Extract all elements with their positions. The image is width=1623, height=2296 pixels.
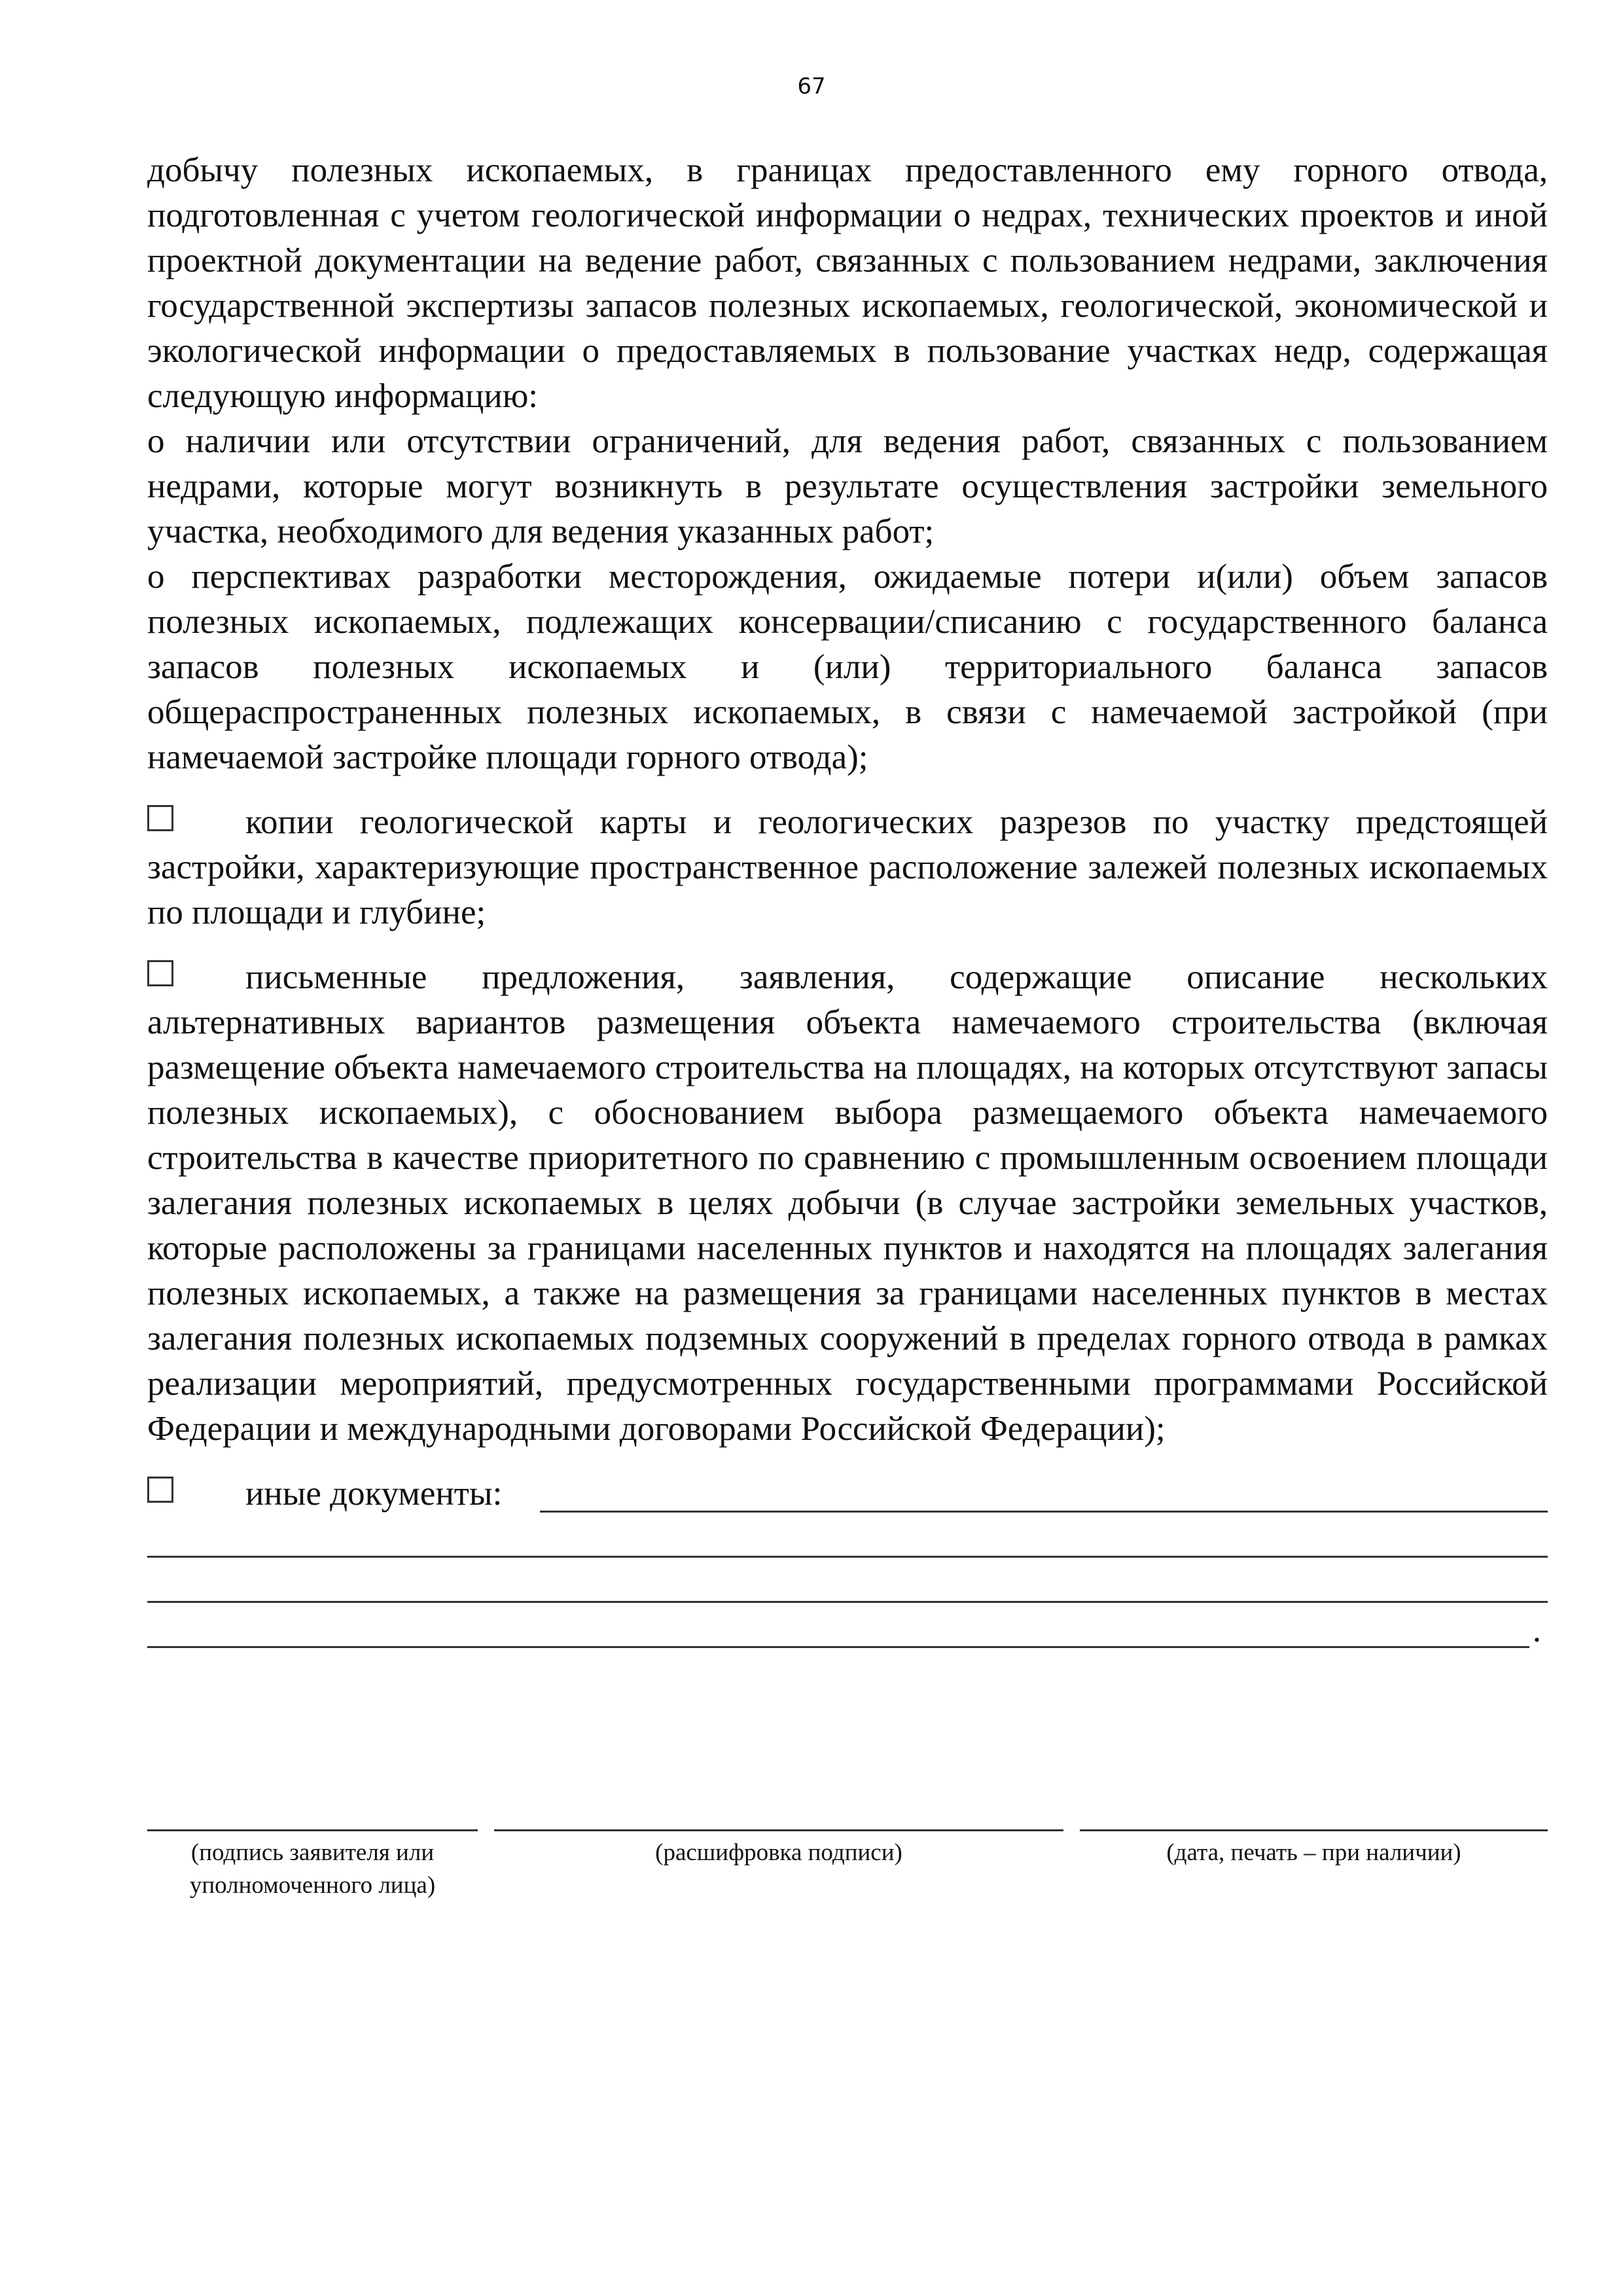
signature-field[interactable] — [147, 1829, 478, 1902]
checkbox-item-geological-maps — [147, 800, 1548, 935]
signature-decoding-field[interactable] — [494, 1829, 1063, 1869]
paragraph-intro: добычу полезных ископаемых, в границах предоставленного ему горного отвода, подготовленная с учетом геологической информации о недрах, технических проектов и иной проектной документации на ведение работ, связанных с пользованием недрами, заключения государственной экспертизы запасов полезных ископаемых, геологической, экономической и экологической информации о предоставляемых в пользование участках недр, содержащая следующую информацию: — [147, 151, 1548, 415]
paragraph-prospects: о перспективах разработки месторождения, ожидаемые потери и(или) объем запасов полезных ископаемых, подлежащих консервации/списанию с государственного баланса запасов полезных ископаемых и (или) территориального баланса запасов общераспространенных полезных ископаемых, в связи с намечаемой застройкой (при намечаемой застройке площади горного отвода); — [147, 558, 1548, 776]
checkbox[interactable] — [147, 805, 173, 831]
date-stamp-caption: (дата, печать – при наличии) — [1166, 1839, 1461, 1866]
page-number: 67 — [797, 73, 826, 99]
other-documents-input-line[interactable] — [147, 1556, 1548, 1558]
checkbox-item-written-proposals — [147, 955, 1548, 1452]
checkbox-item-text: письменные предложения, заявления, содержащие описание нескольких альтернативных вариантов размещения объекта намечаемого строительства (включая размещение объекта намечаемого строительства на площадях, на которых отсутствуют запасы полезных ископаемых), с обоснованием выбора размещаемого объекта намечаемого строительства в качестве приоритетного по сравнению с промышленным освоением площади залегания полезных ископаемых в целях добычи (в случае застройки земельных участков, которые расположены за границами населенных пунктов и находятся на площадях залегания полезных ископаемых, а также на размещения за границами населенных пунктов в местах залегания полезных ископаемых подземных сооружений в пределах горного отвода в рамках реализации мероприятий, предусмотренных государственными программами Российской Федерации и международными договорами Российской Федерации); — [147, 958, 1548, 1448]
signature-decoding-caption: (расшифровка подписи) — [655, 1839, 902, 1866]
checkbox[interactable] — [147, 1477, 173, 1503]
date-stamp-field[interactable] — [1080, 1829, 1548, 1869]
checkbox-item-text: копии геологической карты и геологических разрезов по участку предстоящей застройки, характеризующие пространственное расположение залежей полезных ископаемых по площади и глубине; — [147, 803, 1548, 931]
other-documents-input-line[interactable] — [540, 1511, 1548, 1513]
checkbox[interactable] — [147, 960, 173, 986]
other-documents-input-line[interactable] — [147, 1646, 1529, 1648]
paragraph-restrictions: о наличии или отсутствии ограничений, для ведения работ, связанных с пользованием недрами, которые могут возникнуть в результате осуществления застройки земельного участка, необходимого для ведения указанных работ; — [147, 422, 1548, 550]
other-documents-line — [147, 1516, 1548, 1562]
other-documents-line — [147, 1607, 1548, 1652]
other-documents-label: иные документы: — [245, 1475, 503, 1513]
other-documents-input-line[interactable] — [147, 1601, 1548, 1603]
other-documents-line — [147, 1562, 1548, 1607]
signature-caption: (подпись заявителя или уполномоченного лица) — [189, 1839, 436, 1899]
other-documents-end-mark: . — [1532, 1611, 1541, 1649]
checkbox-item-other-documents — [147, 1471, 1548, 1516]
document-body — [147, 148, 1548, 1652]
